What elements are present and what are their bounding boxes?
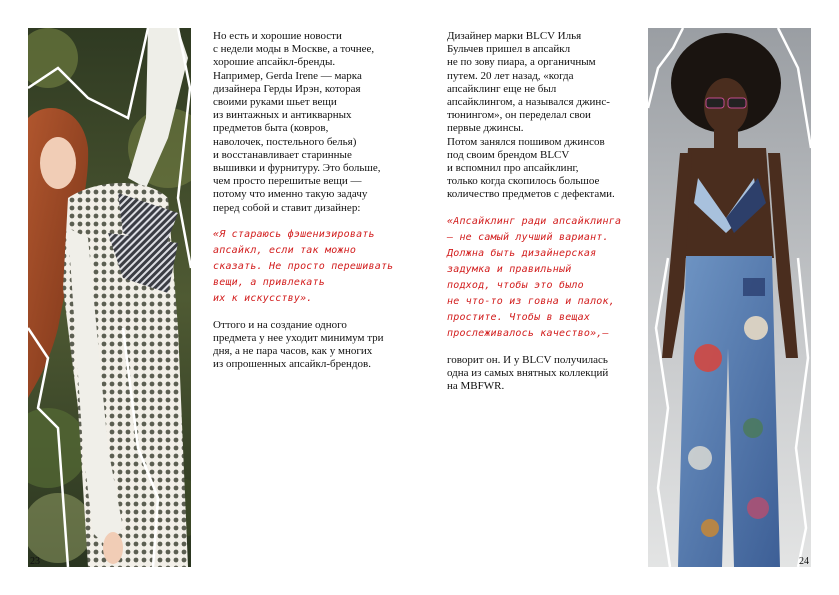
right-paragraph-1: Дизайнер марки BLCV Илья Бульчев пришел в апсайкл не по зову пиара, а органичным путем. 20 лет назад, «когда апсайклинг еще не был апсайклингом, а назывался джинс- тюнингом», он переделал свои первые джинсы. Потом занялся пошивом джинсов под своим брендом BLCV и вспомнил про апсайклинг, только когда скопилось большое количество предметов с дефектами. [447, 30, 615, 201]
photo-model-patchwork-jeans [648, 28, 811, 567]
page-number-left: 23 [30, 556, 40, 567]
text-column-left [213, 30, 396, 372]
photo-right-illustration [648, 28, 811, 567]
left-paragraph-2: Оттого и на создание одного предмета у нее уходит минимум три дня, а не пара часов, как у многих из опрошенных апсайкл-брендов. [213, 318, 384, 371]
photo-model-white-knit-dress [28, 28, 191, 567]
page-number-right: 24 [799, 556, 809, 567]
left-paragraph-1: Но есть и хорошие новости с недели моды в Москве, а точнее, хорошие апсайкл-бренды. Например, Gerda Irene — марка дизайнера Герды Ирэн, которая своими руками шьет вещи из винтажных и антикварных предметов быта (ковров, наволочек, постельного белья) и восстанавливает старинные вышивки и фурнитуру. Это больше, чем просто перешитые вещи — потому что именно такую задачу перед собой и ставит дизайнер: [213, 30, 381, 214]
text-column-right [447, 30, 630, 393]
right-pull-quote: «Апсайклинг ради апсайклинга — не самый лучший вариант. Должна быть дизайнерская задумка и правильный подход, чтобы это было не что-то из говна и палок, простите. Чтобы в вещах прослеживалось качество»,— [447, 215, 622, 339]
left-pull-quote: «Я стараюсь фэшенизировать апсайкл, если так можно сказать. Не просто перешивать вещи, а привлекать их к искусству». [213, 228, 394, 304]
photo-left-illustration [28, 28, 191, 567]
right-paragraph-2: говорит он. И у BLCV получилась одна из самых внятных коллекций на MBFWR. [447, 353, 609, 393]
